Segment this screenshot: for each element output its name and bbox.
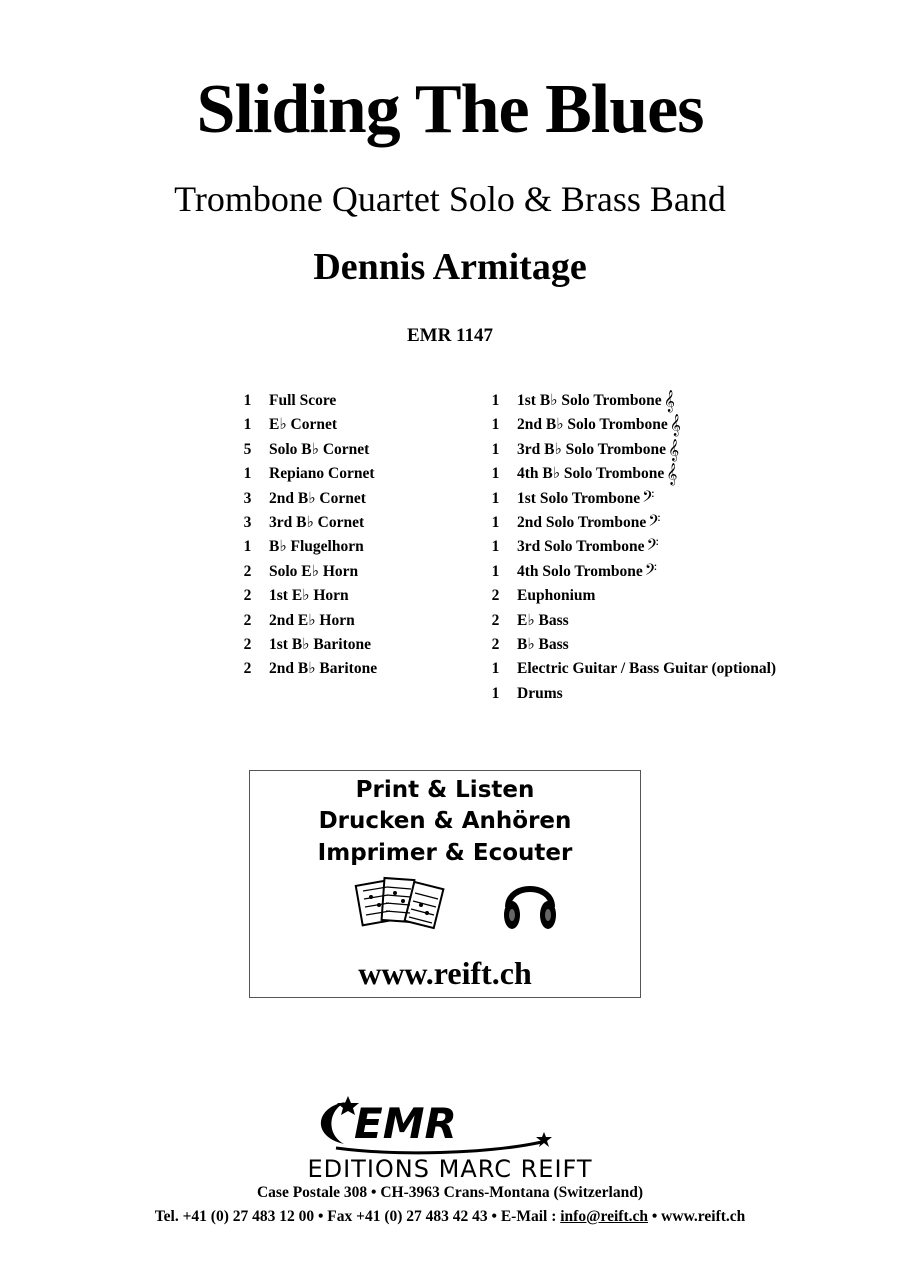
part-quantity: 1 [491,660,500,678]
bass-clef-icon: 𝄢 [642,487,655,510]
contact-line [0,1208,900,1226]
part-quantity: 1 [243,465,252,483]
promo-line-en: Print & Listen [355,777,535,803]
contact-phone-fax: Tel. +41 (0) 27 483 12 00 • Fax +41 (0) 27 483 42 43 • E-Mail : [154,1208,561,1225]
part-row [474,487,776,511]
part-quantity: 2 [243,635,252,653]
part-row [226,584,377,608]
part-name: 4th B♭ Solo Trombone [517,465,665,483]
part-row [474,584,776,608]
part-name: 1st E♭ Horn [269,587,349,605]
part-quantity: 1 [491,465,500,483]
part-quantity: 2 [491,611,500,629]
part-row [226,511,377,535]
sheet-music-icon [353,875,449,937]
part-row [474,389,776,413]
parts-list-right [474,389,776,706]
bass-clef-icon: 𝄢 [644,560,657,583]
promo-line-fr: Imprimer & Ecouter [317,840,573,866]
part-name: 3rd B♭ Solo Trombone [517,440,666,458]
part-row [226,462,377,486]
part-name: Drums [517,684,563,702]
treble-clef-icon: 𝄞 [666,463,678,486]
part-quantity: 1 [491,513,500,531]
part-name: E♭ Bass [517,611,569,629]
part-row [226,560,377,584]
part-name: 3rd B♭ Cornet [269,513,365,531]
part-quantity: 1 [243,538,252,556]
part-name: E♭ Cornet [269,416,338,434]
part-name: Full Score [269,392,337,409]
part-row [474,438,776,462]
part-name: Solo E♭ Horn [269,562,359,580]
page-title: Sliding The Blues [196,71,704,148]
parts-list-left [226,389,377,682]
headphones-icon [498,871,562,935]
subtitle: Trombone Quartet Solo & Brass Band [174,179,726,219]
part-name: Repiano Cornet [269,465,375,483]
part-row [474,633,776,657]
part-name: 2nd B♭ Cornet [269,489,366,507]
part-quantity: 1 [491,416,500,434]
bass-clef-icon: 𝄢 [646,536,659,559]
part-row [474,511,776,535]
part-quantity: 2 [243,611,252,629]
part-name: 2nd B♭ Baritone [269,660,378,678]
part-name: Electric Guitar / Bass Guitar (optional) [517,660,777,678]
part-quantity: 5 [243,440,252,458]
catalog-number: EMR 1147 [406,325,494,346]
publisher-address: Case Postale 308 • CH-3963 Crans-Montana (Switzerland) [256,1184,643,1201]
print-listen-box[interactable] [249,770,641,998]
contact-website[interactable]: • www.reift.ch [648,1208,746,1225]
part-name: 2nd Solo Trombone [517,513,647,531]
part-row [474,682,776,706]
part-quantity: 2 [243,562,252,580]
promo-url-link[interactable]: www.reift.ch [358,955,532,991]
part-quantity: 2 [491,587,500,605]
part-quantity: 1 [491,489,500,507]
part-name: 1st Solo Trombone [517,489,641,507]
part-row [474,560,776,584]
part-row [474,657,776,681]
part-quantity: 1 [491,392,500,409]
part-quantity: 3 [243,513,252,531]
part-quantity: 1 [491,440,500,458]
part-quantity: 1 [491,538,500,556]
promo-line-de: Drucken & Anhören [318,808,572,834]
treble-clef-icon: 𝄞 [669,414,681,437]
emr-logo [306,1092,566,1156]
part-row [474,609,776,633]
part-row [226,487,377,511]
part-quantity: 2 [491,635,500,653]
composer-name: Dennis Armitage [313,246,587,288]
part-name: 2nd B♭ Solo Trombone [517,416,668,434]
treble-clef-icon: 𝄞 [668,438,680,461]
part-row [226,609,377,633]
part-quantity: 1 [491,684,500,702]
part-quantity: 3 [243,489,252,507]
part-row [474,535,776,559]
part-name: 4th Solo Trombone [517,562,643,580]
part-quantity: 1 [243,392,252,409]
part-name: B♭ Flugelhorn [269,538,364,556]
part-row [226,535,377,559]
part-row [226,438,377,462]
part-row [226,633,377,657]
publisher-name: EDITIONS MARC REIFT [307,1155,593,1183]
part-name: Solo B♭ Cornet [269,440,370,458]
part-row [226,657,377,681]
part-name: Euphonium [517,587,596,605]
part-quantity: 2 [243,660,252,678]
part-name: 1st B♭ Solo Trombone [517,392,662,409]
part-name: 1st B♭ Baritone [269,635,372,653]
part-row [474,413,776,437]
part-row [474,462,776,486]
bass-clef-icon: 𝄢 [648,511,661,534]
logo-text: EMR [354,1099,457,1148]
part-quantity: 1 [243,416,252,434]
part-name: 3rd Solo Trombone [517,538,645,556]
treble-clef-icon: 𝄞 [663,390,675,412]
part-row [226,413,377,437]
part-quantity: 1 [491,562,500,580]
email-link[interactable]: info@reift.ch [560,1208,648,1225]
part-quantity: 2 [243,587,252,605]
part-name: 2nd E♭ Horn [269,611,355,629]
part-row [226,389,377,413]
part-name: B♭ Bass [517,635,569,653]
